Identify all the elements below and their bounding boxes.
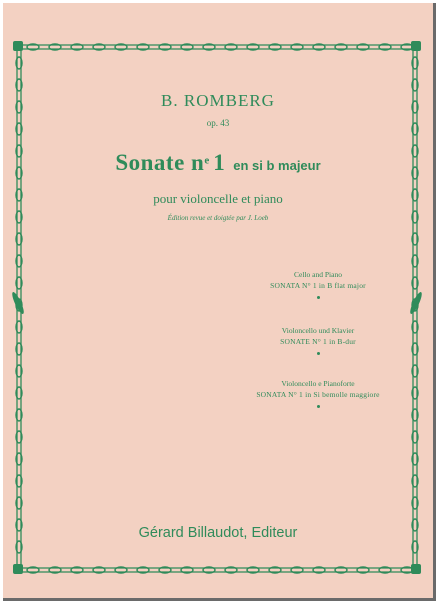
title-superscript: e [204,154,210,167]
title-main: Sonate n [115,150,205,175]
bullet-dot [317,296,320,299]
translation-italian [222,378,414,408]
translation-line2: SONATA N° 1 in Si bemolle maggiore [256,390,380,399]
translation-english [222,269,414,299]
bullet-dot [317,352,320,355]
composer-name: B. ROMBERG [161,91,275,110]
translation-line1: Violoncello und Klavier [281,326,355,335]
bullet-dot [317,405,320,408]
opus-number: op. 43 [206,118,230,128]
title-key: en si b majeur [233,158,321,173]
title-number: 1 [213,150,226,175]
work-title [3,150,433,176]
translation-line1: Violoncello e Pianoforte [281,379,355,388]
score-cover [3,3,436,601]
edition-note: Édition revue et doigtée par J. Loeb [167,214,269,222]
translation-line2: SONATA N° 1 in B flat major [270,281,366,290]
instrumentation: pour violoncelle et piano [153,191,283,206]
publisher-name: Gérard Billaudot, Editeur [138,525,298,541]
translation-line2: SONATE N° 1 in B-dur [280,337,356,346]
translation-line1: Cello and Piano [294,270,342,279]
translation-german [222,325,414,355]
